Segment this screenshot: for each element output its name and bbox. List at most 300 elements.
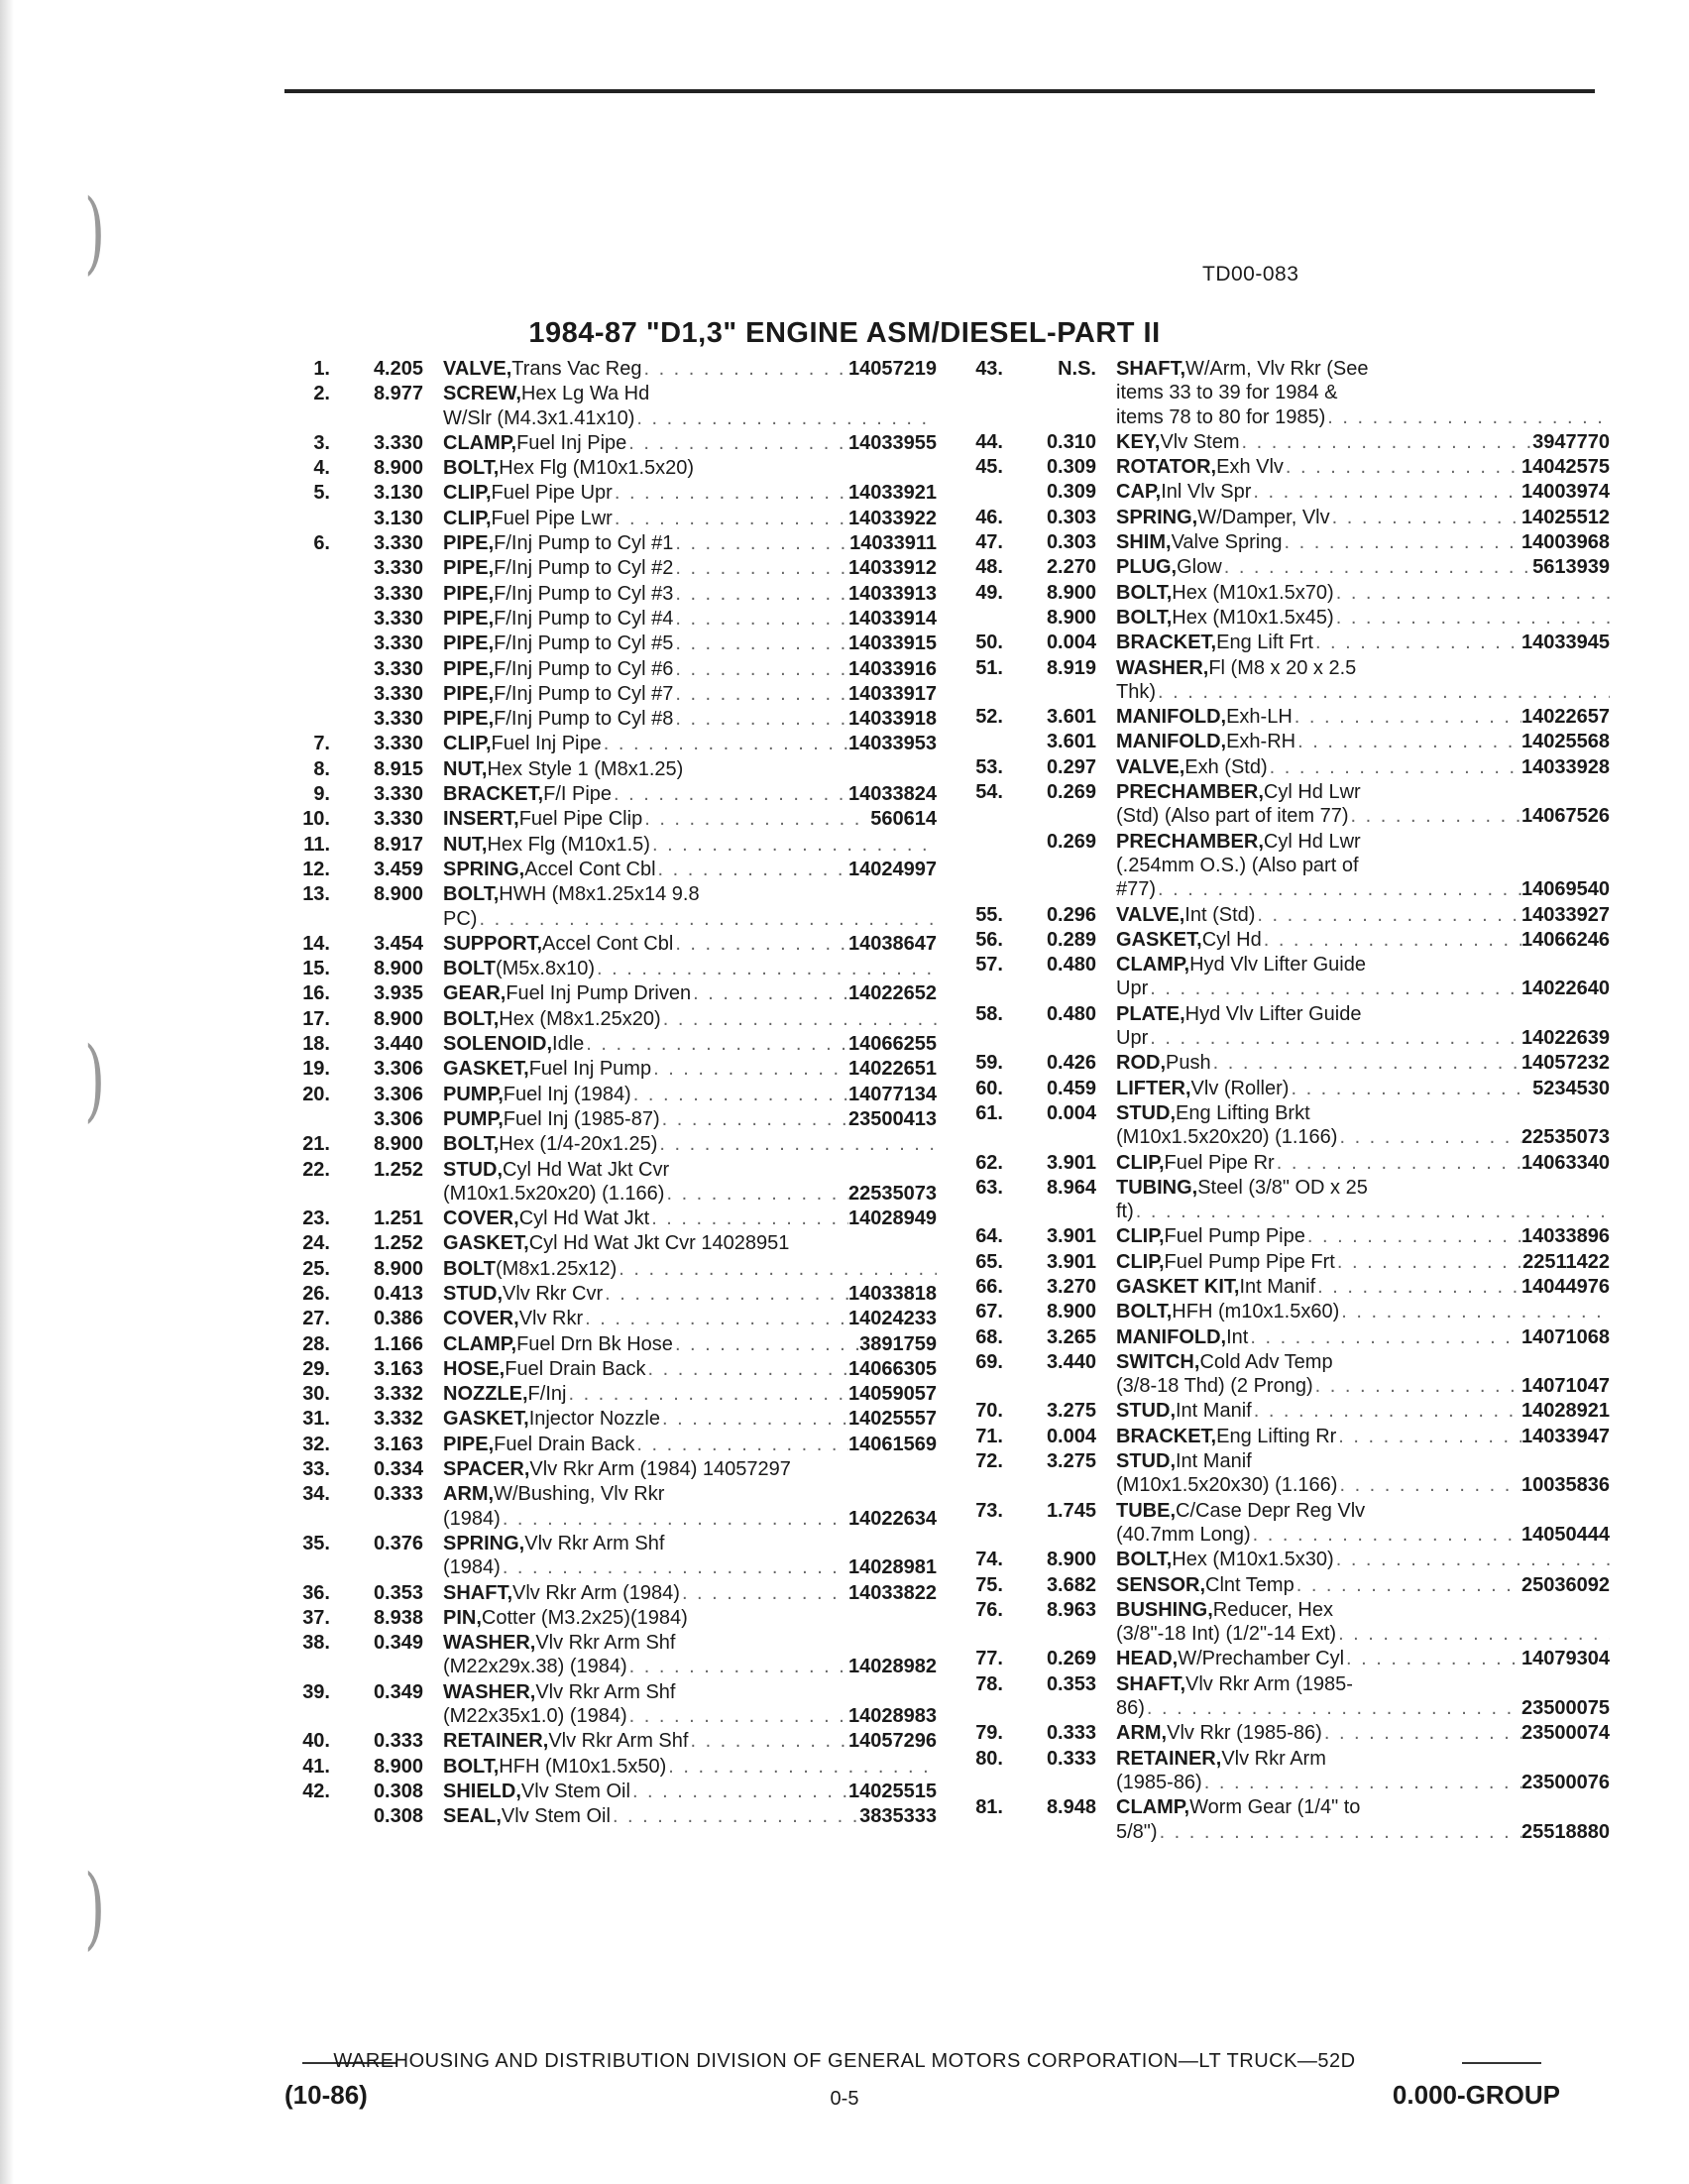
parts-row [954, 1250, 1610, 1274]
parts-row [954, 1002, 1610, 1051]
leader-dots [1251, 480, 1521, 504]
parts-row [954, 631, 1610, 654]
leader-dots [1148, 1026, 1521, 1050]
item-number: 55. [975, 903, 1003, 926]
binder-hole-middle: ) [84, 1028, 106, 1132]
part-number: 14066246 [1521, 928, 1610, 951]
description-line [1116, 1151, 1610, 1175]
leader-dots [1284, 455, 1521, 479]
description-line [1116, 455, 1610, 479]
part-detail: F/Inj Pump to Cyl #4 [494, 607, 674, 630]
group-number: 3.330 [373, 808, 423, 831]
leader-dots [660, 1407, 848, 1431]
leader-dots [1240, 430, 1533, 454]
part-detail: Upr [1116, 1027, 1149, 1050]
leader-dots [602, 732, 848, 755]
part-detail: Vlv Rkr Arm (1984) 14057297 [529, 1458, 791, 1481]
group-number: 8.900 [373, 457, 423, 480]
group-number: N.S. [1058, 358, 1096, 380]
part-description [443, 456, 937, 480]
description-line [1116, 555, 1610, 579]
group-number: 8.919 [1046, 656, 1096, 679]
item-number: 35. [302, 1532, 330, 1554]
part-description [1116, 581, 1610, 605]
leader-dots [1325, 405, 1610, 429]
parts-row [954, 506, 1610, 529]
group-number: 0.310 [1046, 430, 1096, 453]
part-name: CLAMP, [443, 431, 517, 454]
item-number: 1. [313, 358, 330, 380]
item-number: 5. [313, 482, 330, 505]
group-number: 3.330 [373, 682, 423, 705]
description-line [1116, 854, 1610, 877]
part-detail: Int Manif [1239, 1275, 1316, 1298]
description-line [1116, 1548, 1610, 1571]
parts-row [954, 1325, 1610, 1349]
description-line [1116, 606, 1610, 630]
parts-row [954, 1077, 1610, 1100]
item-number: 68. [975, 1325, 1003, 1348]
part-number: 14033945 [1521, 632, 1610, 654]
leader-dots [1248, 1325, 1521, 1349]
description-line [1116, 1200, 1610, 1223]
part-detail: W/Bushing, Vlv Rkr [494, 1483, 665, 1506]
part-description [443, 1457, 937, 1481]
group-number: 0.297 [1046, 755, 1096, 778]
part-description [1116, 555, 1610, 579]
part-number: 14042575 [1521, 456, 1610, 479]
parts-row [281, 682, 937, 706]
description-line [443, 707, 937, 731]
parts-row [281, 1158, 937, 1207]
leader-dots [1349, 804, 1521, 828]
description-line [443, 1532, 937, 1555]
part-detail: Vlv Rkr (1985-86) [1167, 1722, 1322, 1745]
item-number: 75. [975, 1573, 1003, 1596]
description-line [443, 1780, 937, 1803]
item-number: 58. [975, 1002, 1003, 1025]
parts-row [954, 1573, 1610, 1597]
parts-list-right-column [954, 357, 1610, 1845]
part-number: 14057296 [848, 1730, 937, 1753]
part-detail: Fuel Pipe Upr [491, 482, 613, 505]
part-description [1116, 928, 1610, 952]
part-number: 14033928 [1521, 755, 1610, 778]
part-number: 14033917 [848, 682, 937, 705]
part-name: MANIFOLD, [1116, 706, 1227, 729]
part-number: 14061569 [848, 1433, 937, 1455]
parts-row [281, 707, 937, 731]
part-detail: Hex Flg (M10x1.5x20) [499, 457, 695, 480]
parts-row [281, 1755, 937, 1779]
description-line [443, 1433, 937, 1456]
part-detail: Vlv Rkr Cvr [503, 1282, 604, 1305]
description-line [1116, 1795, 1610, 1819]
item-number: 61. [975, 1101, 1003, 1124]
leader-dots [650, 833, 937, 857]
part-name: PLUG, [1116, 556, 1178, 579]
part-description [443, 1282, 937, 1306]
group-number: 0.334 [373, 1458, 423, 1481]
part-detail: F/Inj Pump to Cyl #6 [494, 657, 674, 680]
part-number: 14024997 [848, 858, 937, 880]
part-detail: Vlv Rkr Arm [1221, 1747, 1326, 1770]
parts-row [954, 953, 1610, 1001]
leader-dots [631, 1083, 848, 1106]
part-description [1116, 1399, 1610, 1423]
part-detail: (Std) (Also part of item 77) [1116, 805, 1349, 828]
part-name: WASHER, [1116, 656, 1209, 679]
part-name: SPRING, [443, 1532, 525, 1554]
part-description [443, 1804, 937, 1828]
group-number: 0.413 [373, 1282, 423, 1305]
group-number: 0.303 [1046, 531, 1096, 554]
group-number: 8.963 [1046, 1598, 1096, 1621]
part-name: CLAMP, [1116, 954, 1190, 977]
description-line [443, 406, 937, 430]
leader-dots [673, 682, 848, 706]
leader-dots [1148, 977, 1521, 1000]
part-description [443, 1207, 937, 1230]
part-name: STUD, [1116, 1450, 1176, 1473]
part-detail: items 78 to 80 for 1985) [1116, 405, 1326, 428]
description-line [1116, 804, 1610, 828]
parts-row [281, 1631, 937, 1679]
item-number: 24. [302, 1232, 330, 1255]
leader-dots [1275, 1151, 1521, 1175]
leader-dots [691, 981, 848, 1005]
group-number: 0.289 [1046, 928, 1096, 951]
description-line [443, 1804, 937, 1828]
part-detail: Hex Style 1 (M8x1.25) [487, 757, 684, 780]
part-name: SWITCH, [1116, 1350, 1200, 1373]
leader-dots [1313, 631, 1521, 654]
item-number: 29. [302, 1357, 330, 1380]
group-number: 8.938 [373, 1606, 423, 1629]
part-number: 23500413 [848, 1107, 937, 1130]
item-number: 23. [302, 1207, 330, 1230]
part-detail: Thk) [1116, 680, 1156, 703]
part-number: 14059057 [848, 1383, 937, 1406]
part-number: 14069540 [1521, 878, 1610, 901]
part-detail: Cold Adv Temp [1199, 1350, 1333, 1373]
item-number: 60. [975, 1077, 1003, 1099]
description-line [443, 833, 937, 857]
part-detail: Cyl Hd [1201, 928, 1262, 951]
item-number: 47. [975, 531, 1003, 554]
group-number: 3.163 [373, 1433, 423, 1455]
part-name: SHAFT, [1116, 358, 1185, 380]
item-number: 57. [975, 954, 1003, 977]
parts-row [954, 928, 1610, 952]
leader-dots [617, 1257, 937, 1281]
part-name: GASKET, [443, 1408, 529, 1431]
parts-row [281, 1382, 937, 1406]
group-number: 8.900 [373, 883, 423, 906]
document-code: TD00-083 [1202, 263, 1299, 286]
part-description [443, 657, 937, 681]
description-line [443, 1581, 937, 1605]
description-line [1116, 656, 1610, 680]
description-line [1116, 1125, 1610, 1149]
part-number: 22511422 [1522, 1250, 1610, 1273]
part-name: GASKET KIT, [1116, 1275, 1240, 1298]
item-number: 26. [302, 1282, 330, 1305]
description-line [443, 1729, 937, 1753]
item-number: 52. [975, 706, 1003, 729]
description-line [443, 1007, 937, 1031]
group-number: 4.205 [373, 358, 423, 380]
footer-page-number: 0-5 [830, 2088, 859, 2110]
item-number: 54. [975, 781, 1003, 804]
part-number: 14033824 [848, 783, 937, 806]
group-number: 0.480 [1046, 1002, 1096, 1025]
parts-row [954, 430, 1610, 454]
part-description [1116, 1795, 1610, 1844]
description-line [1116, 877, 1610, 901]
description-line [443, 456, 937, 480]
part-description [1116, 1548, 1610, 1571]
group-number: 0.004 [1046, 632, 1096, 654]
part-detail: Valve Spring [1171, 531, 1283, 554]
parts-row [954, 455, 1610, 479]
leader-dots [1336, 1622, 1610, 1646]
description-line [443, 1107, 937, 1131]
item-number: 19. [302, 1058, 330, 1081]
description-line [443, 1332, 937, 1356]
part-description [443, 531, 937, 555]
part-name: BOLT, [1116, 1301, 1173, 1323]
leader-dots [660, 1107, 848, 1131]
part-detail: Int Manif [1176, 1450, 1252, 1473]
description-line [443, 582, 937, 606]
part-description [443, 1606, 937, 1630]
leader-dots [1335, 1250, 1522, 1274]
leader-dots [1156, 877, 1521, 901]
part-detail: Fuel Inj Pipe [516, 431, 627, 454]
part-detail: Injector Nozzle [528, 1408, 660, 1431]
part-number: 14038647 [848, 932, 937, 955]
item-number: 53. [975, 755, 1003, 778]
item-number: 14. [302, 932, 330, 955]
leader-dots [651, 1057, 848, 1081]
description-line [443, 1631, 937, 1655]
leader-dots [1251, 1523, 1521, 1547]
part-name: SOLENOID, [443, 1033, 553, 1056]
binder-hole-bottom: ) [84, 1856, 106, 1960]
parts-row [281, 1457, 937, 1481]
part-name: STUD, [1116, 1101, 1176, 1124]
part-description [1116, 830, 1610, 902]
item-number: 72. [975, 1450, 1003, 1473]
description-line [443, 1207, 937, 1230]
parts-row [281, 1032, 937, 1056]
item-number: 44. [975, 430, 1003, 453]
item-number: 12. [302, 858, 330, 880]
leader-dots [477, 907, 937, 931]
leader-dots [1334, 1548, 1610, 1571]
part-name: STUD, [443, 1282, 503, 1305]
parts-row [281, 1231, 937, 1255]
item-number: 78. [975, 1672, 1003, 1695]
part-name: TUBING, [1116, 1176, 1198, 1199]
part-detail: Fuel Drain Back [494, 1433, 635, 1455]
part-description [443, 1482, 937, 1531]
group-number: 8.915 [373, 757, 423, 780]
part-number: 14033927 [1521, 903, 1610, 926]
description-line [443, 1655, 937, 1678]
group-number: 3.332 [373, 1408, 423, 1431]
part-detail: F/Inj [527, 1383, 567, 1406]
item-number: 76. [975, 1598, 1003, 1621]
group-number: 3.265 [1046, 1325, 1096, 1348]
description-line [1116, 1622, 1610, 1646]
part-description [443, 1433, 937, 1456]
part-number: 14033822 [848, 1581, 937, 1604]
part-detail: Vlv Rkr [518, 1308, 584, 1330]
leader-dots [611, 1804, 859, 1828]
part-name: PIPE, [443, 607, 495, 630]
parts-row [281, 1282, 937, 1306]
description-line [443, 682, 937, 706]
item-number: 63. [975, 1176, 1003, 1199]
leader-dots [1334, 581, 1610, 605]
part-detail: Int [1226, 1325, 1249, 1348]
leader-dots [666, 1755, 937, 1779]
group-number: 8.900 [373, 1133, 423, 1156]
part-name: VALVE, [1116, 903, 1185, 926]
description-line [443, 1032, 937, 1056]
group-number: 3.306 [373, 1058, 423, 1081]
leader-dots [1158, 1820, 1521, 1844]
part-detail: Cyl Hd Wat Jkt Cvr 14028951 [528, 1232, 790, 1255]
part-description [443, 556, 937, 580]
description-line [443, 1606, 937, 1630]
group-number: 0.426 [1046, 1052, 1096, 1075]
part-number: 23500075 [1521, 1697, 1610, 1720]
part-description [443, 582, 937, 606]
leader-dots [630, 1780, 848, 1803]
part-detail: Fuel Pipe Clip [518, 808, 643, 831]
part-name: SPRING, [1116, 506, 1198, 528]
leader-dots [1337, 1473, 1521, 1497]
part-detail: Fuel Inj (1984) [503, 1083, 631, 1105]
description-line [443, 807, 937, 831]
part-name: SHAFT, [1116, 1672, 1185, 1695]
item-number: 38. [302, 1632, 330, 1655]
group-number: 0.269 [1046, 1648, 1096, 1670]
group-number: 8.900 [1046, 1549, 1096, 1571]
part-description [443, 858, 937, 881]
description-line [1116, 1275, 1610, 1299]
part-number: 14071047 [1521, 1375, 1610, 1398]
part-description [443, 782, 937, 806]
part-name: PRECHAMBER, [1116, 830, 1264, 853]
group-number: 3.601 [1046, 731, 1096, 753]
description-line [443, 1555, 937, 1579]
part-name: PUMP, [443, 1107, 504, 1130]
part-name: CLIP, [443, 482, 492, 505]
part-name: COVER, [443, 1207, 519, 1230]
part-description [443, 607, 937, 631]
part-detail: (3/8-18 Thd) (2 Prong) [1116, 1375, 1313, 1398]
description-line [1116, 1101, 1610, 1125]
part-description [443, 1407, 937, 1431]
description-line [1116, 581, 1610, 605]
description-line [1116, 381, 1610, 404]
part-detail: (3/8"-18 Int) (1/2"-14 Ext) [1116, 1623, 1337, 1646]
part-name: BOLT [443, 958, 496, 980]
description-line [1116, 1077, 1610, 1100]
part-detail: (M10x1.5x20x30) (1.166) [1116, 1474, 1338, 1497]
part-detail: F/Inj Pump to Cyl #7 [494, 682, 674, 705]
leader-dots [627, 1704, 848, 1728]
parts-row [954, 1449, 1610, 1498]
part-name: GEAR, [443, 982, 507, 1005]
part-detail: Vlv Rkr Arm (1985- [1185, 1672, 1353, 1695]
leader-dots [657, 1132, 937, 1156]
part-detail: Push [1166, 1052, 1211, 1075]
parts-row [281, 1083, 937, 1106]
part-number: 14022651 [848, 1058, 937, 1081]
leader-dots [642, 807, 870, 831]
part-description [1116, 780, 1610, 829]
group-number: 0.004 [1046, 1425, 1096, 1447]
part-number: 14022634 [848, 1507, 937, 1530]
part-name: PIN, [443, 1606, 482, 1629]
part-number: 14077134 [848, 1083, 937, 1105]
leader-dots [1322, 1721, 1521, 1745]
part-name: BOLT, [1116, 581, 1173, 604]
leader-dots [1330, 506, 1521, 529]
part-description [1116, 430, 1610, 454]
parts-row [281, 1680, 937, 1729]
part-detail: (M10x1.5x20x20) (1.166) [443, 1182, 665, 1205]
part-detail: Cotter (M3.2x25)(1984) [481, 1606, 688, 1629]
group-number: 0.349 [373, 1632, 423, 1655]
part-detail: Eng Lifting Brkt [1176, 1101, 1310, 1124]
description-line [443, 1457, 937, 1481]
part-number: 14024233 [848, 1308, 937, 1330]
part-number: 14028982 [848, 1656, 937, 1678]
parts-row [954, 830, 1610, 902]
parts-row [281, 932, 937, 956]
parts-row [954, 1101, 1610, 1150]
leader-dots [673, 932, 848, 956]
description-line [443, 932, 937, 956]
item-number: 36. [302, 1581, 330, 1604]
description-line [1116, 705, 1610, 729]
description-line [1116, 1672, 1610, 1696]
part-name: STUD, [443, 1158, 503, 1181]
parts-row [954, 555, 1610, 579]
parts-row [281, 1057, 937, 1081]
group-number: 1.252 [373, 1158, 423, 1181]
part-detail: Hex Lg Wa Hd [520, 383, 650, 405]
item-number: 81. [975, 1796, 1003, 1819]
part-number: 14033921 [848, 482, 937, 505]
group-number: 3.130 [373, 507, 423, 529]
group-number: 0.333 [373, 1483, 423, 1506]
description-line [1116, 903, 1610, 927]
part-detail: Vlv Rkr Arm Shf [548, 1730, 689, 1753]
part-description [1116, 705, 1610, 729]
part-name: BOLT, [443, 1755, 500, 1778]
part-detail: Steel (3/8" OD x 25 [1197, 1176, 1368, 1199]
part-detail: (M8x1.25x12) [495, 1257, 618, 1280]
description-line [443, 907, 937, 931]
parts-row [281, 1433, 937, 1456]
